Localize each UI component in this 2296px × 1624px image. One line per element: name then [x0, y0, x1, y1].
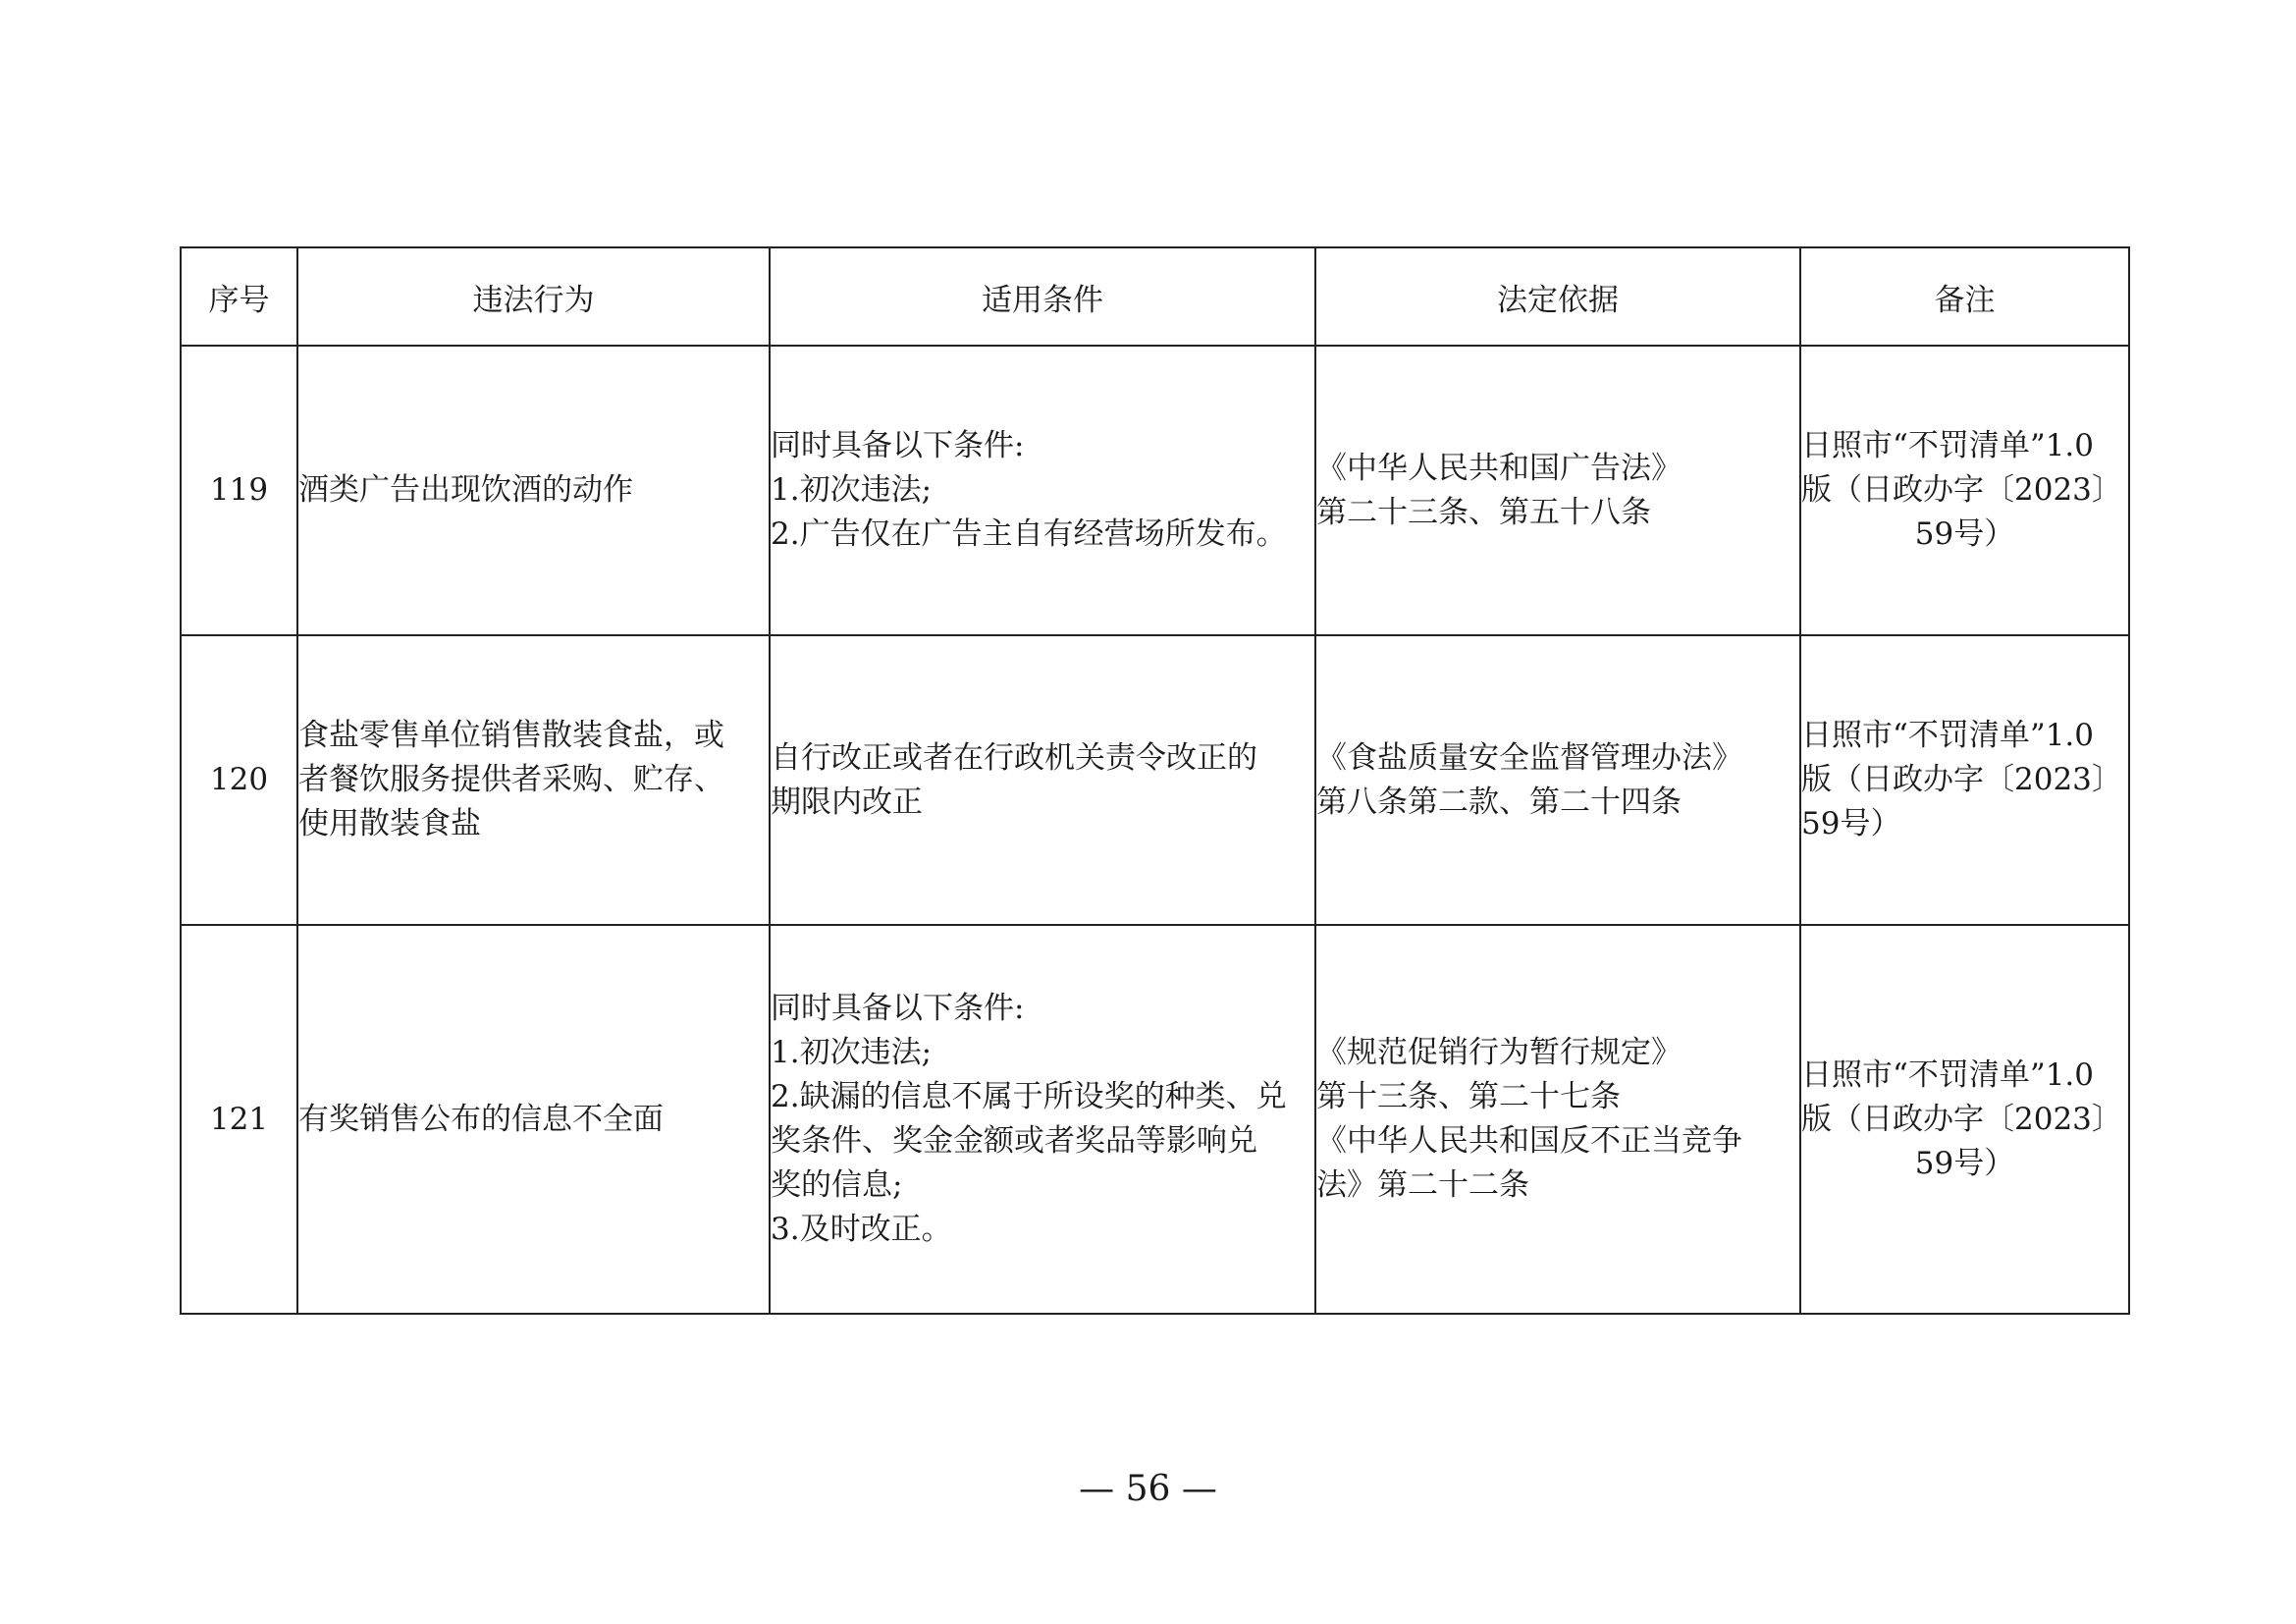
cell-note [1800, 346, 2129, 635]
cell-behavior [297, 925, 770, 1314]
note-line: 日照市“不罚清单”1.0 [1801, 1056, 2094, 1093]
header-conditions: 适用条件 [770, 247, 1315, 346]
page-number: — 56 — [1079, 1469, 1217, 1509]
cell-behavior [297, 635, 770, 925]
behavior-line: 酒类广告出现饮酒的动作 [298, 472, 633, 508]
cell-seq: 119 [181, 346, 297, 635]
penalty-exemption-table [180, 246, 2130, 1315]
cell-note [1800, 925, 2129, 1314]
conditions-line: 1.初次违法; [771, 1035, 933, 1070]
basis-line: 《中华人民共和国反不正当竞争 [1316, 1123, 1742, 1159]
note-line: 版（日政办字〔2023〕 [1801, 762, 2122, 797]
header-behavior: 违法行为 [297, 247, 770, 346]
basis-line: 第十三条、第二十七条 [1316, 1079, 1621, 1114]
cell-basis [1315, 925, 1800, 1314]
cell-seq: 121 [181, 925, 297, 1314]
header-note: 备注 [1800, 247, 2129, 346]
table-row [181, 635, 2129, 925]
cell-conditions [770, 925, 1315, 1314]
conditions-line: 自行改正或者在行政机关责令改正的 [771, 739, 1257, 776]
conditions-line: 同时具备以下条件: [771, 428, 1025, 463]
behavior-line: 有奖销售公布的信息不全面 [298, 1101, 664, 1137]
cell-conditions [770, 635, 1315, 925]
cell-seq: 120 [181, 635, 297, 925]
basis-line: 《食盐质量安全监督管理办法》 [1316, 739, 1742, 776]
note-line: 版（日政办字〔2023〕 [1801, 472, 2122, 508]
conditions-line: 同时具备以下条件: [771, 991, 1025, 1026]
basis-line: 第八条第二款、第二十四条 [1316, 784, 1682, 820]
conditions-line: 奖条件、奖金金额或者奖品等影响兑 [771, 1123, 1257, 1159]
note-line: 日照市“不罚清单”1.0 [1801, 428, 2094, 463]
basis-line: 《中华人民共和国广告法》 [1316, 450, 1682, 486]
behavior-line: 使用散装食盐 [298, 806, 481, 841]
cell-note [1800, 635, 2129, 925]
cell-basis [1315, 346, 1800, 635]
conditions-line: 奖的信息; [771, 1167, 903, 1203]
basis-line: 法》第二十二条 [1316, 1167, 1529, 1203]
note-line: 59号） [1914, 1145, 2015, 1181]
note-line: 版（日政办字〔2023〕 [1801, 1101, 2122, 1137]
note-line: 59号） [1914, 516, 2015, 552]
conditions-line: 2.广告仅在广告主自有经营场所发布。 [771, 516, 1287, 552]
basis-line: 第二十三条、第五十八条 [1316, 494, 1651, 530]
behavior-line: 食盐零售单位销售散装食盐，或 [298, 718, 724, 753]
behavior-line: 者餐饮服务提供者采购、贮存、 [298, 762, 724, 797]
header-seq: 序号 [181, 247, 297, 346]
table-row [181, 346, 2129, 635]
cell-conditions [770, 346, 1315, 635]
note-line: 59号） [1801, 806, 1901, 841]
conditions-line: 3.及时改正。 [771, 1212, 952, 1247]
table-header-row [181, 247, 2129, 346]
conditions-line: 1.初次违法; [771, 472, 933, 508]
cell-basis [1315, 635, 1800, 925]
basis-line: 《规范促销行为暂行规定》 [1316, 1035, 1682, 1070]
table-row [181, 925, 2129, 1314]
conditions-line: 2.缺漏的信息不属于所设奖的种类、兑 [771, 1079, 1287, 1114]
conditions-line: 期限内改正 [771, 784, 923, 820]
cell-behavior [297, 346, 770, 635]
note-line: 日照市“不罚清单”1.0 [1801, 718, 2094, 753]
header-basis: 法定依据 [1315, 247, 1800, 346]
